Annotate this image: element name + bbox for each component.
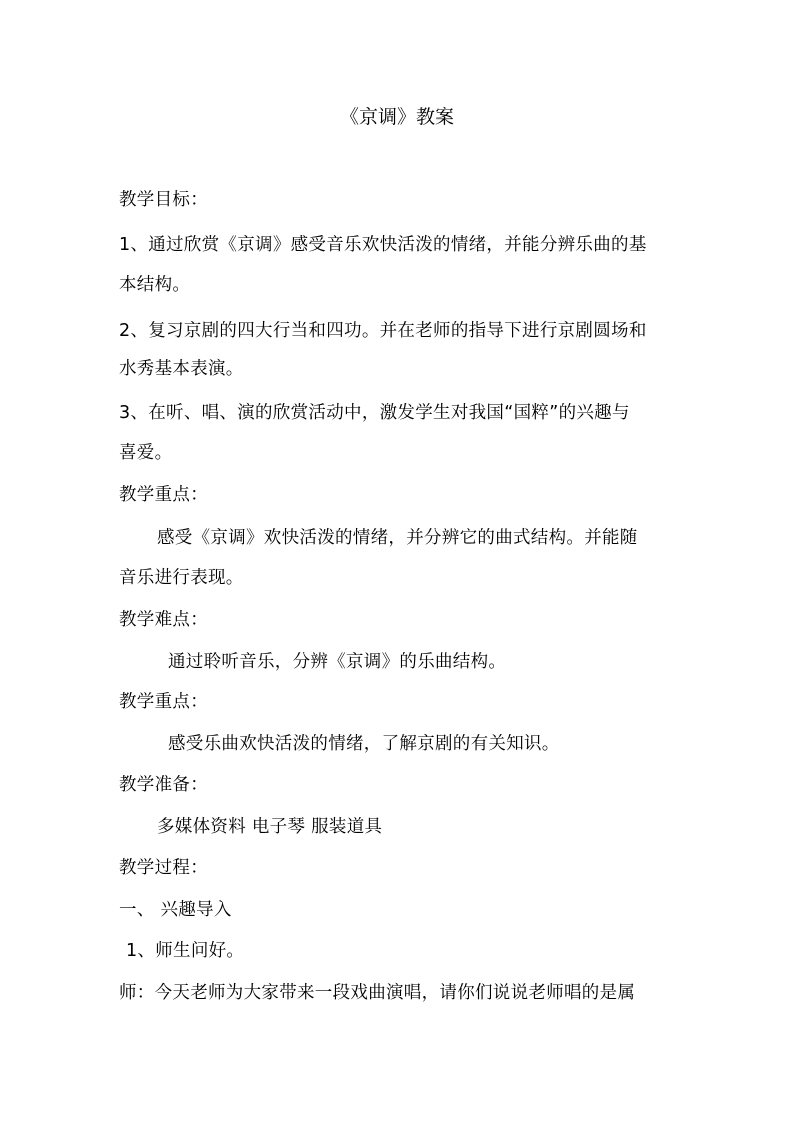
section-heading-process: 教学过程： [119,858,208,878]
section-heading-key-points-2: 教学重点： [119,692,208,712]
section-heading-difficulties: 教学难点： [119,610,208,630]
section-heading-objectives: 教学目标： [119,190,208,210]
paragraph-line: 3、在听、唱、演的欣赏活动中，激发学生对我国“国粹”的兴趣与 [119,403,630,423]
paragraph-line: 音乐进行表现。 [119,568,244,588]
paragraph-line: 水秀基本表演。 [119,359,244,379]
paragraph-line: 感受《京调》欢快活泼的情绪，并分辨它的曲式结构。并能随 [157,528,638,548]
section-heading-preparation: 教学准备： [119,775,208,795]
paragraph-line: 多媒体资料 电子琴 服装道具 [157,817,383,837]
paragraph-line: 2、复习京剧的四大行当和四功。并在老师的指导下进行京剧圆场和 [119,321,647,341]
paragraph-line: 1、通过欣赏《京调》感受音乐欢快活泼的情绪，并能分辨乐曲的基 [119,235,647,255]
page-title: 《京调》教案 [339,106,454,128]
section-heading-key-points: 教学重点： [119,485,208,505]
list-heading: 一、 兴趣导入 [119,900,232,920]
paragraph-line: 本结构。 [119,275,191,295]
paragraph-line: 师：今天老师为大家带来一段戏曲演唱，请你们说说老师唱的是属 [119,983,636,1003]
paragraph-line: 喜爱。 [119,443,173,463]
paragraph-line: 通过聆听音乐，分辨《京调》的乐曲结构。 [168,652,507,672]
list-item: 1、师生问好。 [126,941,245,961]
paragraph-line: 感受乐曲欢快活泼的情绪，了解京剧的有关知识。 [168,734,560,754]
